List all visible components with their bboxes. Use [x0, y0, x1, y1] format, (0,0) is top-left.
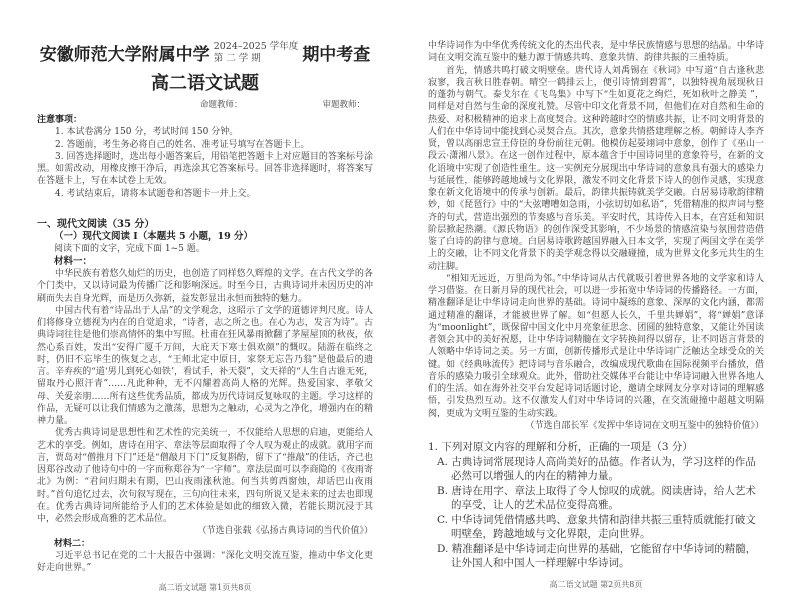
exam-subtitle: 高二语文试题 — [151, 73, 259, 94]
notes-title: 注意事项： — [37, 115, 83, 125]
exam-name: 期中考查 — [302, 45, 371, 65]
note-item: 4. 考试结束后，请将本试题卷和答题卡一并上交。 — [55, 188, 256, 199]
paragraph: 中华诗词作为中华优秀传统文化的杰出代表，是中华民族情感与思想的结晶。中华诗词在文明交流互鉴中的魅力源于情感共鸣、意象共情、韵律共振的三重特质。 — [428, 41, 764, 64]
page-footer: 高二语文试题 第2页共8页 — [549, 579, 643, 589]
subsection-heading: （一）现代文阅读 I（本题共 5 小题，19 分） — [54, 230, 254, 242]
material1-source: （节选自张载《弘扬古典诗词的当代价值》） — [197, 526, 373, 537]
note-item: 2. 答题前，考生务必将自己的姓名、准考证号填写在答题卡上。 — [55, 139, 310, 150]
material1-label: 材料一： — [54, 255, 93, 267]
paragraph: 首先，情感共鸣打破文明壁垒。唐代诗人刘禹锡在《秋词》中写道“自古逢秋悲寂寥，我言秋日胜春朝。晴空一鹤排云上，便引诗情到碧霄”，以独特视角展现秋日的蓬勃与朝气。泰戈尔在《飞鸟集》中写下“生如夏花之绚烂，死如秋叶之静美 ”，同样是对自然与生命的深度礼赞。尽管中印文化背景不同，但他们在对自然和生命的热爱、对积极精神的追求上高度契合。这种跨越时空的情感共振，让不同文明背景的人们在中华诗词中能找到心灵契合点。其次，意象共情搭建理解之桥。朝鲜诗人李齐贤，曾以高丽忠宣王侍臣的身份前往元朝。他模仿起晏翊词中意象，创作了《巫山一段云·潇湘八景》。在这一创作过程中，原本蕴含于中国诗词里的意象符号，在新的文化语境中实现了创造性重生。这一实例充分展现出中华诗词的意象具有强大的感染力与延展性，能够跨越地域与文化界限，激发不同文化背景下诗人的创作灵感，实现意象在新文化语境中的传承与创新。最后，韵律共振铸就美学交融。白居易诗歌韵律精妙，如《琵琶行》中的“大弦嘈嘈如急雨，小弦切切如私语”，凭借精准的拟声词与整齐的句式，营造出强烈的节奏感与音乐美。平安时代，其诗传入日本，在宫廷和知识阶层掀起热潮。《源氏物语》的创作深受其影响，不少场景的情感渲染与氛围营造借鉴了白诗的韵律与意境。白居易诗歌跨越国界融入日本文学，实现了两国文学在美学上的交融，让不同文化背景下的美学观念得以交融碰撞，成为世界文化多元共生的生动注脚。 — [428, 65, 764, 272]
material2-label: 材料二： — [54, 538, 91, 549]
teacher-row — [37, 98, 373, 110]
school-name: 安徽师范大学附属中学 — [39, 45, 210, 65]
paragraph: 优秀古典诗词是思想性和艺术性的完美统一，不仅能给人思想的启迪，更能给人艺术的享受。例如，唐诗在用字、章法等层面取得了令人叹为观止的成就。就用字而言，贾岛对“僧推月下门”还是“僧敲月下门”反复斟酌，留下了“推敲”的佳话，齐己也因郑谷改动了他诗句中的一字而称郑谷为“一字师”。章法层面可以李商隐的《夜雨寄北》为例：“君问归期未有期，巴山夜雨涨秋池。何当共剪西窗烛，却话巴山夜雨时。”首句追忆过去，次句叙写现在，三句向往未来，四句所说又是未来的过去也即现在。优秀古典诗词所能给予人们的艺术体验是如此的细致入微，若能长期沉浸于其中，必然会形成高雅的艺术品位。 — [37, 428, 373, 524]
notes — [37, 114, 373, 200]
semester-label: 第 二 学 期 — [213, 52, 261, 64]
paragraph: 中国古代有着“诗品出于人品”的文学观念，这昭示了文学的道德评判尺度。诗人们将修身立德视为内在的自觉追求，“诗者，志之所之也。在心为志，发言为诗”。古典诗词往往是他们崇高情怀的集中写照。杜甫在狂风暴雨掀翻了茅屋屋顶的秋夜，依然心系百姓，发出“安得广厦千万间，大庇天下寒士俱欢颜”的慨叹。陆游在临终之时，仍旧不忘毕生的恢复之志，“王师北定中原日，家祭无忘告乃翁”是他最后的遗言。辛弃疾的“道‘男儿到死心如铁’，看试手，补天裂”，文天祥的“人生自古谁无死，留取丹心照汗青”……凡此种种，无不闪耀着高尚人格的光辉。热爱国家、孝敬父母、关爱亲朋……所有这些优秀品质，都成为历代诗词反复咏叹的主题。学习这样的作品，无疑可以让我们情感为之激荡，思想为之触动，心灵为之净化，增强内在的精神力量。 — [37, 305, 373, 426]
option-a: A. 古典诗词常展现诗人高尚美好的品德。作者认为，学习这样的作品必然可以增强人的内在的精神力量。 — [437, 455, 756, 482]
section-heading: 一、现代文阅读（35 分） — [37, 218, 155, 230]
note-item: 3. 回答选择题时，选出每小题答案后，用铅笔把答题卡上对应题目的答案标号涂黑。如需改动，用橡皮擦干净后，再选涂其它答案标号。回答非选择题时，将答案写在答题卡上，写在本试卷上无效。 — [37, 151, 373, 187]
page-footer: 高二语文试题 第1页共8页 — [158, 583, 252, 593]
setter-label: 命题教师： — [200, 100, 243, 110]
page-2 — [400, 0, 800, 600]
year-label: 2024–2025 学年度 — [213, 40, 299, 52]
academic-year — [214, 41, 299, 65]
paragraph: 中华民族有着悠久灿烂的历史，也创造了同样悠久辉煌的文学。在古代文学的各个门类中，又以诗词最为传播广泛和影响深远。时至今日，古典诗词并未因历史的冲刷而失去自身光辉，而是历久弥新，益发彰显出永恒而独特的魅力。 — [37, 269, 373, 304]
option-b: B. 唐诗在用字、章法上取得了令人惊叹的成就。阅读唐诗，给人艺术的享受，让人的艺术品位变得高雅。 — [437, 484, 756, 511]
paragraph: 习近平总书记在党的二十大报告中强调：“深化文明交流互鉴，推动中华文化更好走向世界。” — [37, 550, 373, 573]
material1-text — [37, 268, 373, 574]
reviewer-label: 审题教师： — [322, 100, 366, 110]
option-c: C. 中华诗词凭借情感共鸣、意象共情和韵律共振三重特质就能打破文明壁垒，跨越地域与文化界限，走向世界。 — [437, 513, 756, 540]
exam-title — [37, 40, 373, 65]
question-stem: 1. 下列对原文内容的理解和分析，正确的一项是（3 分） — [428, 441, 693, 453]
material2-source: （节选自邵长军《发挥中华诗词在文明互鉴中的独特价值》） — [525, 420, 764, 431]
reading-instruction: 阅读下面的文字，完成下面 1~5 题。 — [54, 244, 205, 255]
note-item: 1. 本试卷满分 150 分，考试时间 150 分钟。 — [55, 127, 239, 138]
paragraph: “相知无远近，万里尚为邻。”中华诗词从古代就吸引着世界各地的文学家和诗人学习借鉴。在日新月异的现代社会，可以进一步拓宽中华诗词的传播路径。一方面，精准翻译是让中华诗词走向世界的基础。诗词中凝练的意象、深厚的文化内涵，都需通过精准的翻译，才能被世界了解。如“但愿人长久，千里共婵娟”，将“婵娟”意译为“moonlight”，既保留中国文化中月亮象征思念、团圆的独特意象，又能让外国读者领会其中的美好祝愿，让中华诗词精髓在文字转换间得以留存，让不同语言背景的人领略中华诗词之美。另一方面，创新传播形式是让中华诗词广泛触达全球受众的关键。如《经典咏流传》把诗词与音乐融合，改编成现代歌曲在国际视频平台播放，借音乐的感染力吸引全球观众。此外，借助社交媒体平台能让中华诗词融入世界各地人们的生活。如在海外社交平台发起诗词话题讨论，邀请全球网友分享对诗词的理解感悟，引发热烈互动。这不仅激发人们对中华诗词的兴趣，在交流碰撞中超越文明隔阂，更成为文明互鉴的生动实践。 — [428, 273, 764, 419]
question-1 — [428, 440, 764, 571]
material2-text — [428, 40, 764, 432]
option-d: D. 精准翻译是中华诗词走向世界的基础，它能留存中华诗词的精髓，让外国人和中国人一样理解中华诗词。 — [437, 542, 757, 569]
